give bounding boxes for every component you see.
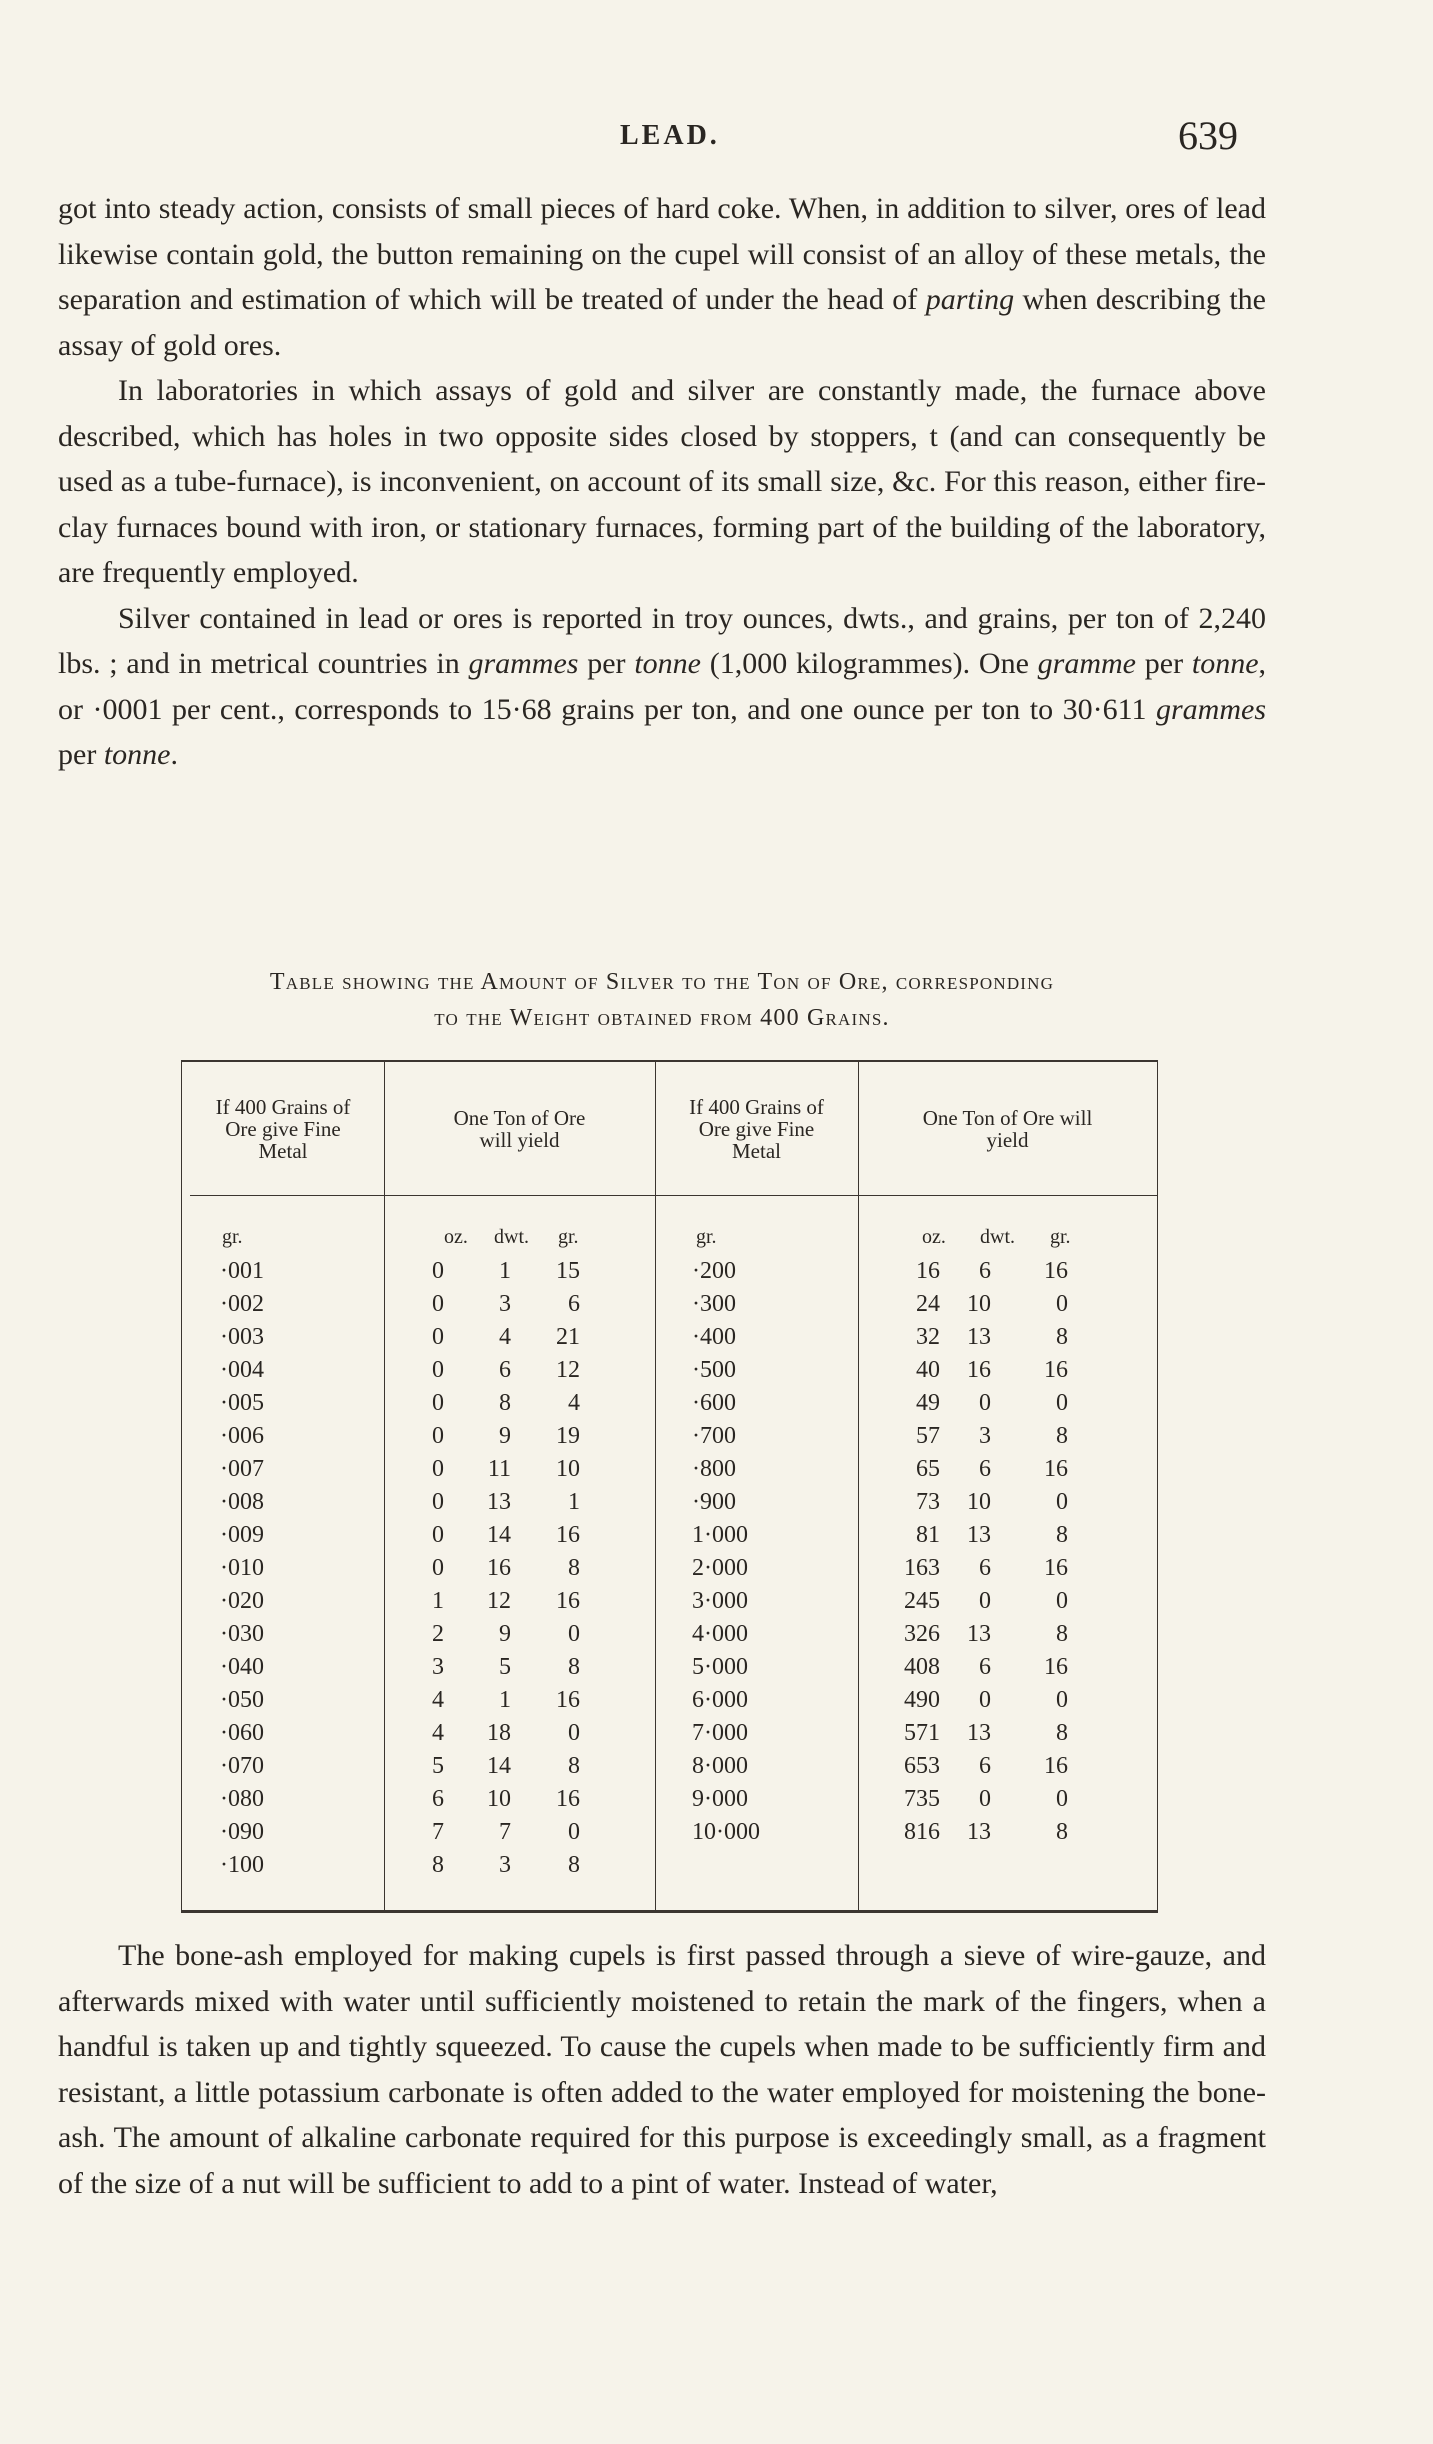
table-cell: 5 — [499, 1654, 511, 1680]
table-cell: 49 — [916, 1390, 940, 1416]
table-cell: ·004 — [220, 1357, 264, 1383]
table-cell: 653 — [904, 1753, 940, 1779]
table-cell: 4 — [568, 1390, 580, 1416]
table-cell: ·002 — [220, 1291, 264, 1317]
table-cell: 0 — [432, 1423, 444, 1449]
table-cell: 16 — [1044, 1456, 1068, 1482]
table-row — [182, 1324, 1157, 1355]
table-cell: 0 — [1056, 1687, 1068, 1713]
table-row — [182, 1357, 1157, 1388]
table-row — [182, 1753, 1157, 1784]
table-cell: 16 — [916, 1258, 940, 1284]
table-cell: 0 — [979, 1588, 991, 1614]
table-cell: ·800 — [692, 1456, 736, 1482]
table-cell: 0 — [432, 1258, 444, 1284]
table-cell: 8 — [1056, 1720, 1068, 1746]
table-row — [182, 1291, 1157, 1322]
table-cell: ·200 — [692, 1258, 736, 1284]
table-cell: 6 — [979, 1555, 991, 1581]
table-cell: 8 — [499, 1390, 511, 1416]
table-cell: 1·000 — [692, 1522, 748, 1548]
table-cell: 57 — [916, 1423, 940, 1449]
table-cell: 16 — [1044, 1258, 1068, 1284]
table-cell: 4 — [432, 1720, 444, 1746]
table-cell: ·060 — [220, 1720, 264, 1746]
table-cell: 16 — [1044, 1555, 1068, 1581]
table-cell: 0 — [432, 1456, 444, 1482]
table-cell: 3·000 — [692, 1588, 748, 1614]
header-yield-left: One Ton of Ore will yield — [453, 1105, 586, 1152]
paragraph-1: got into steady action, consists of small pieces of hard coke. When, in addition to silver, ores of lead likewise contain gold, the button remaining on the cupel will consist of an alloy of these metals, the separation and estimation of which will be treated of under the head of parting when describing the assay of gold ores. — [58, 192, 1266, 362]
table-cell: 7·000 — [692, 1720, 748, 1746]
table-cell: 19 — [556, 1423, 580, 1449]
table-cell: 0 — [432, 1522, 444, 1548]
table-cell: ·003 — [220, 1324, 264, 1350]
table-row — [182, 1654, 1157, 1685]
table-cell: ·020 — [220, 1588, 264, 1614]
table-row — [182, 1522, 1157, 1553]
table-cell: 16 — [967, 1357, 991, 1383]
table-cell: 40 — [916, 1357, 940, 1383]
paragraph-3: Silver contained in lead or ores is reported in troy ounces, dwts., and grains, per ton of 2,240 lbs. ; and in metrical countries in grammes per tonne (1,000 kilogrammes). One gramme per tonne, or ·0001 per cent., corresponds to 15·68 grains per ton, and one ounce per ton to 30·611 grammes per tonne. — [58, 601, 1267, 771]
table-cell: 490 — [904, 1687, 940, 1713]
table-cell: 6 — [432, 1786, 444, 1812]
table-cell: 3 — [979, 1423, 991, 1449]
table-cell: 9 — [499, 1423, 511, 1449]
table-cell: 8 — [1056, 1423, 1068, 1449]
table-cell: 735 — [904, 1786, 940, 1812]
table-row — [182, 1258, 1157, 1289]
table-cell: 10 — [967, 1291, 991, 1317]
table-cell: 21 — [556, 1324, 580, 1350]
table-cell: 7 — [499, 1819, 511, 1845]
table-cell: 11 — [487, 1456, 511, 1482]
table-row — [182, 1456, 1157, 1487]
table-cell: 3 — [499, 1291, 511, 1317]
table-cell: 18 — [487, 1720, 511, 1746]
table-row — [182, 1390, 1157, 1421]
table-caption-line-1: Table showing the Amount of Silver to the Ton of Ore, corresponding — [269, 969, 1055, 995]
table-cell: ·001 — [220, 1258, 264, 1284]
table-cell: 13 — [967, 1522, 991, 1548]
table-row — [182, 1588, 1157, 1619]
table-cell: 13 — [967, 1621, 991, 1647]
table-cell: 0 — [568, 1621, 580, 1647]
top-text-block — [58, 186, 1266, 778]
table-cell: 16 — [1044, 1357, 1068, 1383]
table-cell: 408 — [904, 1654, 940, 1680]
table-cell: 16 — [487, 1555, 511, 1581]
table-cell: 245 — [904, 1588, 940, 1614]
table-cell: ·500 — [692, 1357, 736, 1383]
units-row: gr. oz. dwt. gr. gr. oz. dwt. gr. — [222, 1226, 1071, 1248]
table-row — [182, 1786, 1157, 1817]
table-cell: 0 — [1056, 1489, 1068, 1515]
table-cell: 1 — [499, 1258, 511, 1284]
table-cell: 0 — [1056, 1588, 1068, 1614]
table-cell: 816 — [904, 1819, 940, 1845]
table-cell: 4·000 — [692, 1621, 748, 1647]
table-caption-line-2: to the Weight obtained from 400 Grains. — [434, 1005, 890, 1031]
table-cell: ·400 — [692, 1324, 736, 1350]
table-cell: 2·000 — [692, 1555, 748, 1581]
table-cell: ·600 — [692, 1390, 736, 1416]
table-cell: ·080 — [220, 1786, 264, 1812]
running-head: LEAD. — [620, 120, 720, 151]
table-cell: 0 — [432, 1357, 444, 1383]
paragraph-2: In laboratories in which assays of gold and silver are constantly made, the furnace above described, which has holes in two opposite sides closed by stoppers, t (and can consequently be used as a tube-furnace), is inconvenient, on account of its small size, &c. For this reason, either fire-clay furnaces bound with iron, or stationary furnaces, forming part of the building of the laboratory, are frequently employed. — [58, 374, 1266, 589]
table-cell: 1 — [499, 1687, 511, 1713]
table-cell: 8 — [568, 1753, 580, 1779]
table-cell: 8 — [568, 1555, 580, 1581]
table-row — [182, 1555, 1157, 1586]
table-cell: 10·000 — [692, 1819, 760, 1845]
table-cell: 3 — [432, 1654, 444, 1680]
table-cell: ·900 — [692, 1489, 736, 1515]
table-cell: ·040 — [220, 1654, 264, 1680]
table-cell: 1 — [568, 1489, 580, 1515]
table-cell: 0 — [979, 1786, 991, 1812]
header-rule — [190, 1195, 1157, 1196]
table-cell: 16 — [556, 1588, 580, 1614]
table-row — [182, 1489, 1157, 1520]
table-cell: ·700 — [692, 1423, 736, 1449]
table-cell: 0 — [432, 1324, 444, 1350]
table-cell: 0 — [432, 1489, 444, 1515]
table-cell: ·006 — [220, 1423, 264, 1449]
table-cell: 13 — [967, 1720, 991, 1746]
page-header — [0, 112, 1433, 172]
table-cell: 65 — [916, 1456, 940, 1482]
table-cell: ·007 — [220, 1456, 264, 1482]
table-cell: ·008 — [220, 1489, 264, 1515]
table-cell: 8 — [432, 1852, 444, 1878]
table-row — [182, 1720, 1157, 1751]
table-cell: ·070 — [220, 1753, 264, 1779]
table-cell: 8 — [1056, 1522, 1068, 1548]
table-cell: 163 — [904, 1555, 940, 1581]
table-cell: 0 — [1056, 1390, 1068, 1416]
table-cell: 12 — [487, 1588, 511, 1614]
table-cell: 8·000 — [692, 1753, 748, 1779]
table-cell: ·300 — [692, 1291, 736, 1317]
table-cell: 6 — [979, 1753, 991, 1779]
table-cell: 8 — [1056, 1819, 1068, 1845]
table-cell: 7 — [432, 1819, 444, 1845]
table-cell: 0 — [979, 1687, 991, 1713]
table-cell: 6 — [979, 1258, 991, 1284]
table-cell: 0 — [432, 1555, 444, 1581]
table-cell: 10 — [967, 1489, 991, 1515]
table-cell: 2 — [432, 1621, 444, 1647]
table-cell: 6 — [979, 1456, 991, 1482]
header-yield-right: One Ton of Ore will yield — [922, 1105, 1093, 1152]
table-cell: 13 — [967, 1819, 991, 1845]
page-number: 639 — [1178, 113, 1238, 158]
table-cell: 10 — [487, 1786, 511, 1812]
table-cell: 4 — [432, 1687, 444, 1713]
table-cell: ·050 — [220, 1687, 264, 1713]
table-cell: ·010 — [220, 1555, 264, 1581]
table-cell: 32 — [916, 1324, 940, 1350]
table-cell: 0 — [979, 1390, 991, 1416]
header-grains-left: If 400 Grains of Ore give Fine Metal — [215, 1094, 351, 1163]
header-grains-right: If 400 Grains of Ore give Fine Metal — [689, 1094, 824, 1163]
table-cell: ·009 — [220, 1522, 264, 1548]
table-cell: 0 — [432, 1291, 444, 1317]
table-cell: 15 — [556, 1258, 580, 1284]
table-cell: 0 — [1056, 1291, 1068, 1317]
table-cell: 8 — [1056, 1621, 1068, 1647]
table-cell: 12 — [556, 1357, 580, 1383]
table-cell: 9 — [499, 1621, 511, 1647]
table-cell: 6·000 — [692, 1687, 748, 1713]
table-caption — [58, 964, 1266, 1036]
table-cell: 6 — [979, 1654, 991, 1680]
table-cell: 1 — [432, 1588, 444, 1614]
table-cell: 13 — [487, 1489, 511, 1515]
table-cell: 571 — [904, 1720, 940, 1746]
table-cell: ·100 — [220, 1852, 264, 1878]
table-cell: 16 — [1044, 1753, 1068, 1779]
table-cell: 16 — [556, 1786, 580, 1812]
table-cell: 16 — [556, 1522, 580, 1548]
table-row — [182, 1687, 1157, 1718]
table-cell: 10 — [556, 1456, 580, 1482]
table-cell: 4 — [499, 1324, 511, 1350]
table-cell: 3 — [499, 1852, 511, 1878]
table-cell: 8 — [568, 1852, 580, 1878]
table-cell: 16 — [1044, 1654, 1068, 1680]
table-cell: ·030 — [220, 1621, 264, 1647]
table-cell: 13 — [967, 1324, 991, 1350]
silver-yield-table — [181, 1060, 1158, 1913]
table-cell: 0 — [432, 1390, 444, 1416]
table-row — [182, 1423, 1157, 1454]
table-cell: 0 — [1056, 1786, 1068, 1812]
table-row — [182, 1621, 1157, 1652]
table-cell: 0 — [568, 1720, 580, 1746]
table-cell: ·005 — [220, 1390, 264, 1416]
table-cell: 8 — [568, 1654, 580, 1680]
table-cell: 5·000 — [692, 1654, 748, 1680]
table-row — [182, 1819, 1157, 1850]
table-cell: 81 — [916, 1522, 940, 1548]
table-cell: 0 — [568, 1819, 580, 1845]
table-cell: 16 — [556, 1687, 580, 1713]
table-cell: 326 — [904, 1621, 940, 1647]
table-cell: 24 — [916, 1291, 940, 1317]
table-cell: ·090 — [220, 1819, 264, 1845]
table-cell: 73 — [916, 1489, 940, 1515]
table-cell: 14 — [487, 1522, 511, 1548]
table-cell: 8 — [1056, 1324, 1068, 1350]
paragraph-4: The bone-ash employed for making cupels is first passed through a sieve of wire-gauze, and afterwards mixed with water until sufficiently moistened to retain the mark of the fingers, when a handful is taken up and tightly squeezed. To cause the cupels when made to be sufficiently firm and resistant, a little potassium carbonate is often added to the water employed for moistening the bone-ash. The amount of alkaline carbonate required for this purpose is exceedingly small, as a fragment of the size of a nut will be sufficient to add to a pint of water. Instead of water, — [58, 1939, 1266, 2200]
table-row — [182, 1852, 1157, 1883]
table-cell: 6 — [568, 1291, 580, 1317]
table-cell: 9·000 — [692, 1786, 748, 1812]
table-cell: 6 — [499, 1357, 511, 1383]
table-cell: 14 — [487, 1753, 511, 1779]
bottom-text-block — [58, 1933, 1266, 2206]
table-cell: 5 — [432, 1753, 444, 1779]
